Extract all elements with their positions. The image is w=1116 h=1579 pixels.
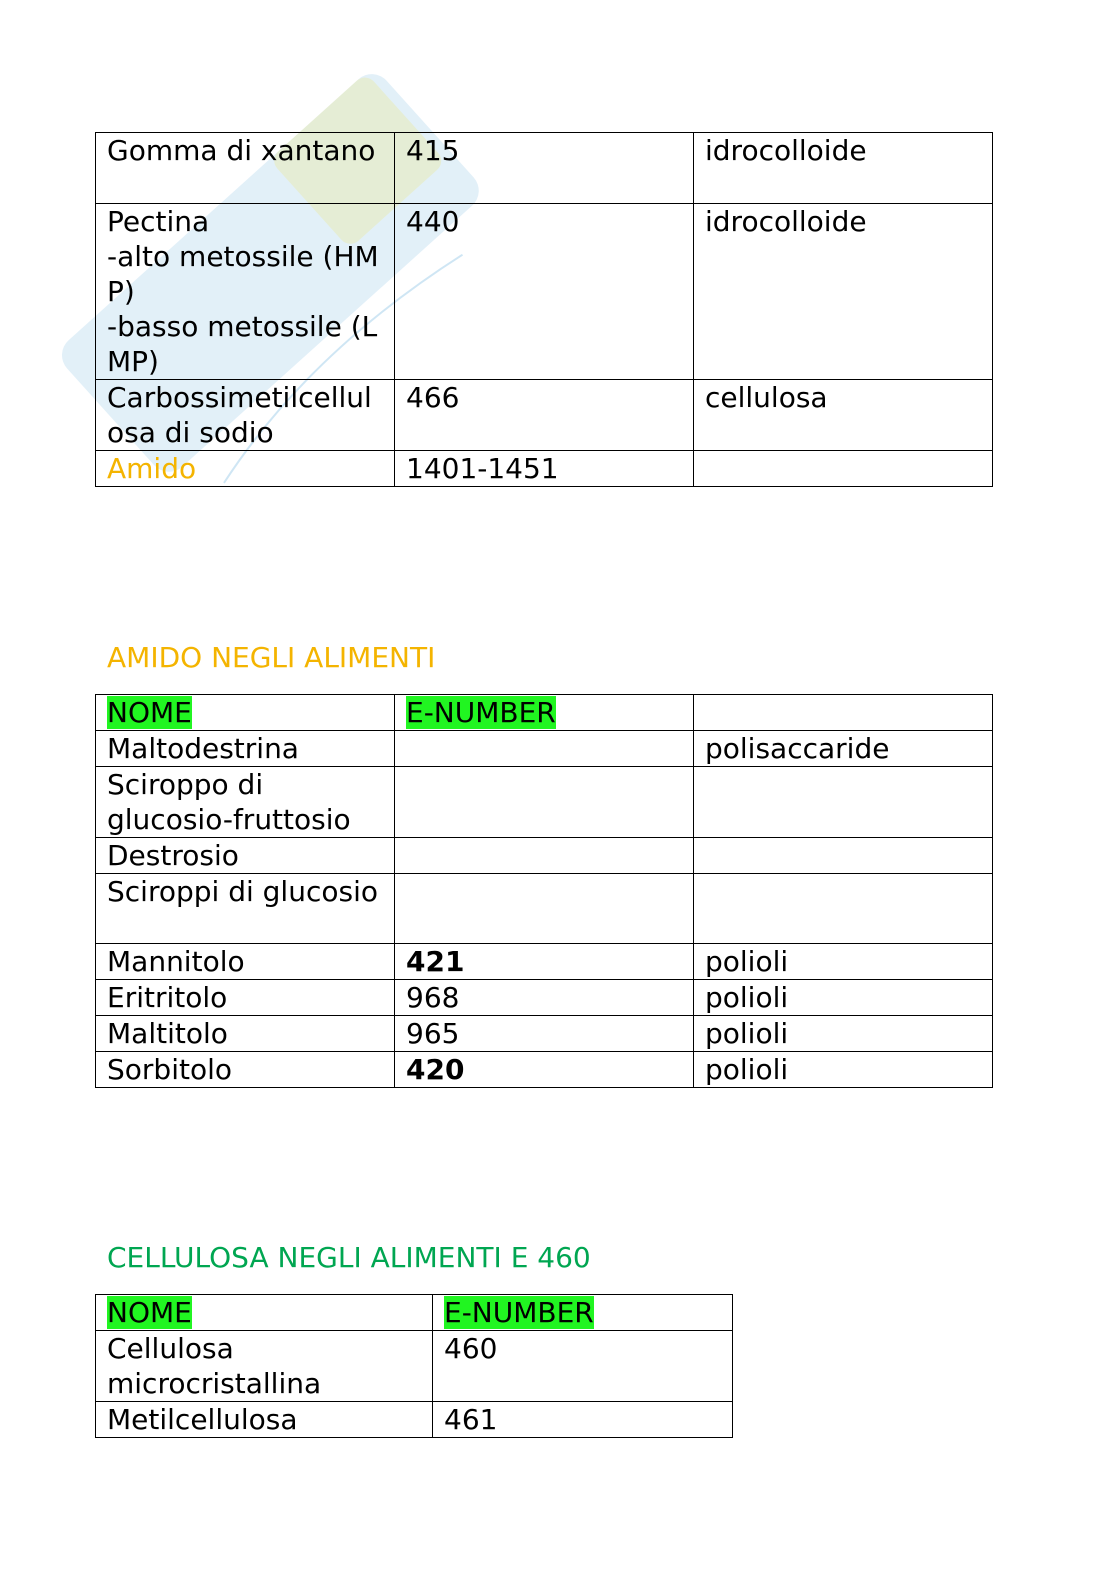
table-row xyxy=(96,1016,993,1052)
name-cell: Sciroppo di glucosio-fruttosio xyxy=(96,767,395,838)
name-cell: Amido xyxy=(96,451,395,487)
table-row xyxy=(96,767,993,838)
e-number-cell: 466 xyxy=(395,380,694,451)
e-number-cell: 965 xyxy=(395,1016,694,1052)
cellulosa-table xyxy=(95,1294,733,1438)
header-cell-name: NOME xyxy=(96,695,395,731)
name-cell: Sciroppi di glucosio xyxy=(96,874,395,944)
name-cell: Destrosio xyxy=(96,838,395,874)
name-cell: Mannitolo xyxy=(96,944,395,980)
table-row xyxy=(96,874,993,944)
header-cell-e-number: E-NUMBER xyxy=(395,695,694,731)
table-row xyxy=(96,451,993,487)
additives-table xyxy=(95,132,993,487)
name-cell: Eritritolo xyxy=(96,980,395,1016)
name-cell: Cellulosa microcristallina xyxy=(96,1331,433,1402)
e-number-cell: 968 xyxy=(395,980,694,1016)
type-cell: polioli xyxy=(694,1052,993,1088)
table-row xyxy=(96,838,993,874)
name-cell: Sorbitolo xyxy=(96,1052,395,1088)
e-number-cell xyxy=(395,731,694,767)
header-cell-type xyxy=(694,695,993,731)
table-row xyxy=(96,380,993,451)
type-cell: polisaccaride xyxy=(694,731,993,767)
e-number-cell: 461 xyxy=(433,1402,733,1438)
e-number-cell: 440 xyxy=(395,204,694,380)
name-cell: Maltodestrina xyxy=(96,731,395,767)
table-header-row xyxy=(96,1295,733,1331)
name-cell: Gomma di xantano xyxy=(96,133,395,204)
e-number-cell: 421 xyxy=(395,944,694,980)
e-number-cell xyxy=(395,838,694,874)
table-row xyxy=(96,204,993,380)
table-row xyxy=(96,1331,733,1402)
amido-table xyxy=(95,694,993,1088)
type-cell xyxy=(694,451,993,487)
e-number-cell xyxy=(395,874,694,944)
section-title-amido: AMIDO NEGLI ALIMENTI xyxy=(107,641,436,674)
type-cell xyxy=(694,838,993,874)
table-row xyxy=(96,731,993,767)
type-cell: idrocolloide xyxy=(694,204,993,380)
table-header-row xyxy=(96,695,993,731)
e-number-cell xyxy=(395,767,694,838)
table-row xyxy=(96,980,993,1016)
e-number-cell: 420 xyxy=(395,1052,694,1088)
name-cell: Pectina -alto metossile (HMP) -basso metossile (LMP) xyxy=(96,204,395,380)
name-cell: Carbossimetilcellulosa di sodio xyxy=(96,380,395,451)
type-cell: polioli xyxy=(694,1016,993,1052)
name-cell: Maltitolo xyxy=(96,1016,395,1052)
header-cell-name: NOME xyxy=(96,1295,433,1331)
table-row xyxy=(96,1052,993,1088)
table-row xyxy=(96,133,993,204)
type-cell: cellulosa xyxy=(694,380,993,451)
header-cell-e-number: E-NUMBER xyxy=(433,1295,733,1331)
name-cell: Metilcellulosa xyxy=(96,1402,433,1438)
type-cell xyxy=(694,767,993,838)
e-number-cell: 415 xyxy=(395,133,694,204)
e-number-cell: 460 xyxy=(433,1331,733,1402)
type-cell: polioli xyxy=(694,980,993,1016)
table-row xyxy=(96,1402,733,1438)
type-cell: polioli xyxy=(694,944,993,980)
e-number-cell: 1401-1451 xyxy=(395,451,694,487)
type-cell: idrocolloide xyxy=(694,133,993,204)
table-row xyxy=(96,944,993,980)
type-cell xyxy=(694,874,993,944)
section-title-cellulosa: CELLULOSA NEGLI ALIMENTI E 460 xyxy=(107,1241,591,1274)
